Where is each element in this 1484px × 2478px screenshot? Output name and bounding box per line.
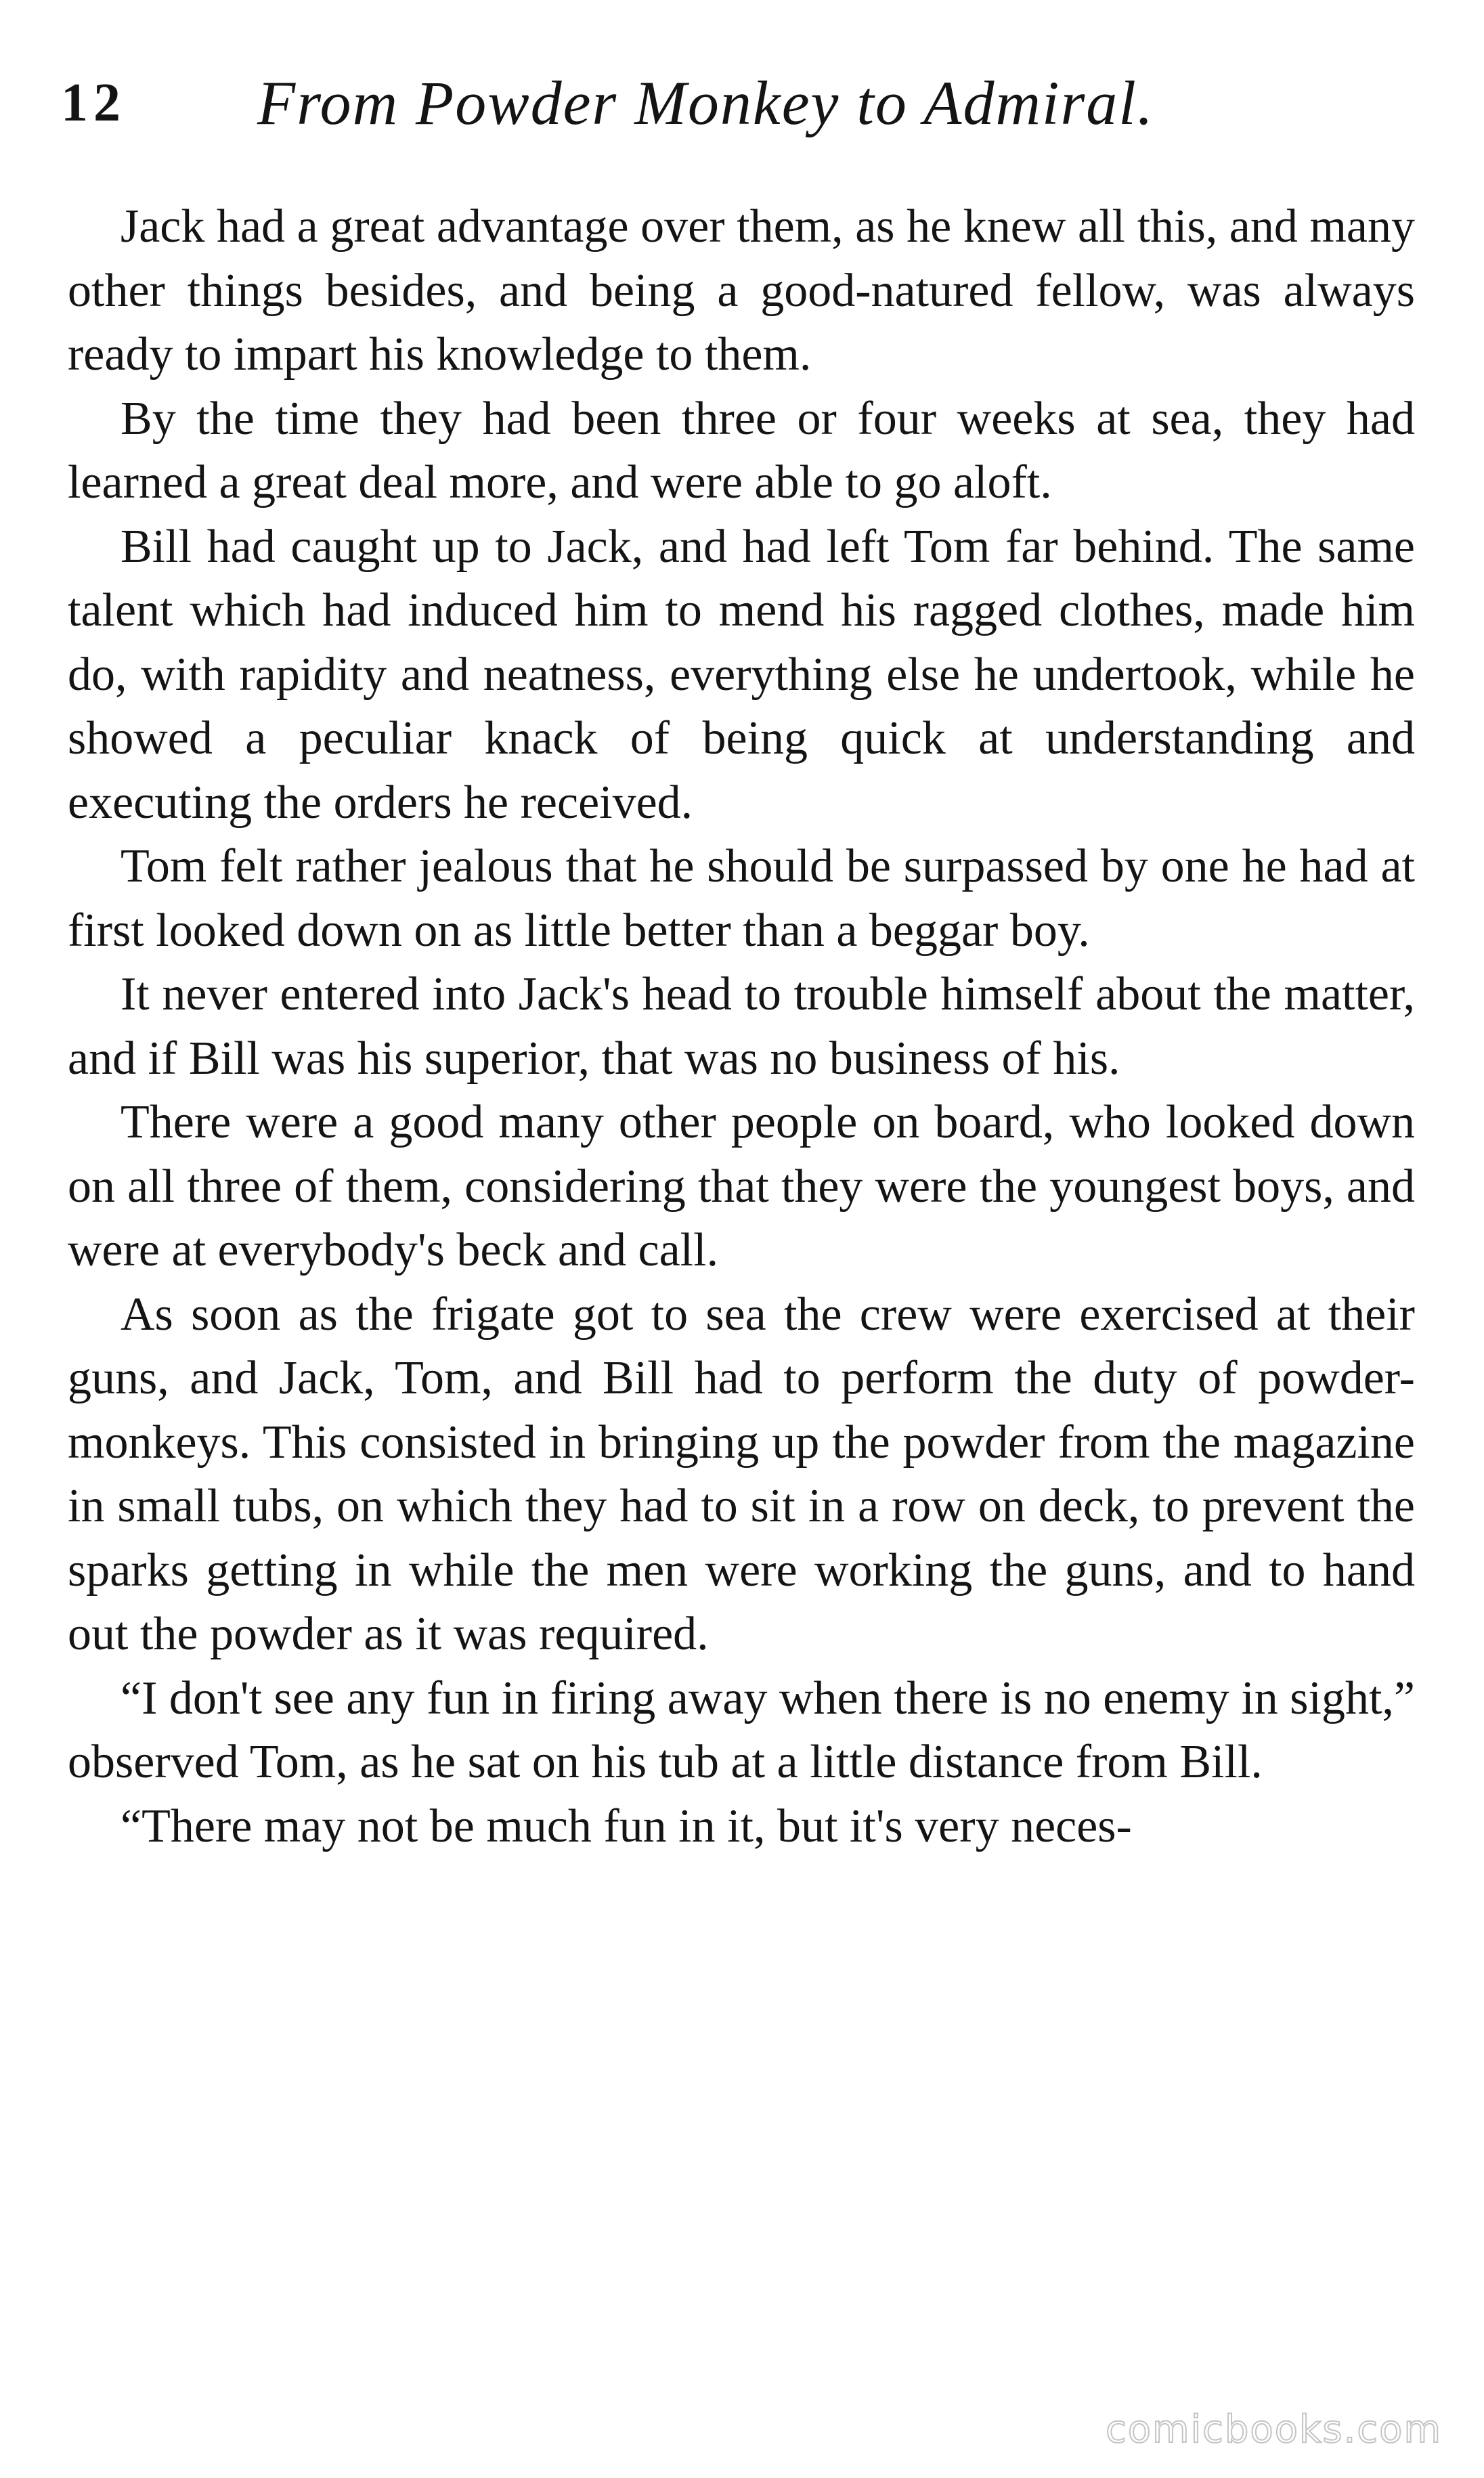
watermark: comicbooks.com: [1105, 2408, 1442, 2452]
body-text: [68, 195, 1415, 1858]
running-title: From Powder Monkey to Admiral.: [257, 68, 1154, 137]
paragraph: Tom felt rather jealous that he should be surpassed by one he had at first looked down on as little better than a beggar boy.: [68, 840, 1415, 957]
paragraph: There were a good many other people on board, who looked down on all three of them, considering that they were the youngest boys, and were at everybody's beck and call.: [68, 1096, 1415, 1276]
paragraph: As soon as the frigate got to sea the crew were exercised at their guns, and Jack, Tom, and Bill had to perform the duty of powder-monkeys. This consisted in bringing up the powder from the magazine in small tubs, on which they had to sit in a row on deck, to prevent the sparks getting in while the men were working the guns, and to hand out the powder as it was required.: [68, 1288, 1415, 1660]
paragraph: It never entered into Jack's head to trouble himself about the matter, and if Bill was his superior, that was no business of his.: [68, 968, 1415, 1085]
paragraph: Jack had a great advantage over them, as he knew all this, and many other things besides, and being a good-natured fellow, was always ready to impart his knowledge to them.: [68, 200, 1415, 381]
page-number: 12: [61, 73, 126, 133]
paragraph: Bill had caught up to Jack, and had left Tom far behind. The same talent which had induced him to mend his ragged clothes, made him do, with rapidity and neatness, everything else he undertook, while he showed a peculiar knack of being quick at understanding and executing the orders he received.: [68, 520, 1415, 829]
paragraph-continued: “There may not be much fun in it, but it's very neces-: [121, 1800, 1132, 1852]
paragraph: By the time they had been three or four weeks at sea, they had learned a great deal more, and were able to go aloft.: [68, 392, 1415, 508]
page-header: [61, 62, 1422, 144]
paragraph: “I don't see any fun in firing away when there is no enemy in sight,” observed Tom, as he sat on his tub at a little distance from Bill.: [68, 1672, 1415, 1788]
